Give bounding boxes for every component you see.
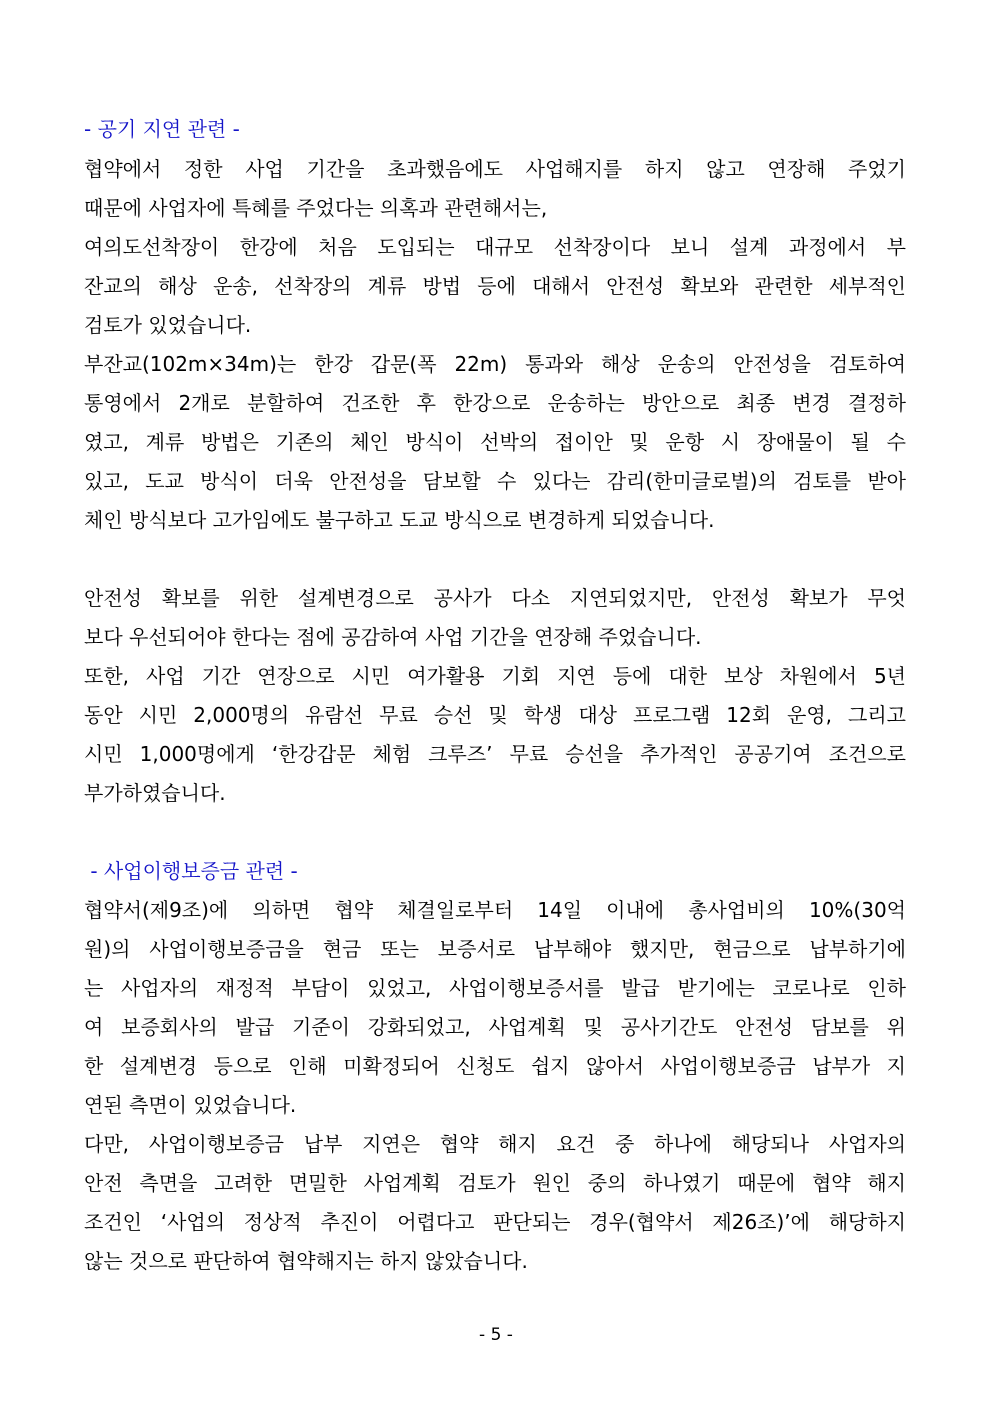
paragraph-line: 연된 측면이 있었습니다. <box>84 1093 297 1117</box>
paragraph-line: 않는 것으로 판단하여 협약해지는 하지 않았습니다. <box>84 1249 528 1273</box>
paragraph-line: 잔교의 해상 운송, 선착장의 계류 방법 등에 대해서 안전성 확보와 관련한 세부적인 <box>84 274 906 298</box>
paragraph-line: 협약에서 정한 사업 기간을 초과했음에도 사업해지를 하지 않고 연장해 주었기 <box>84 157 906 181</box>
paragraph-line: 안전성 확보를 위한 설계변경으로 공사가 다소 지연되었지만, 안전성 확보가 무엇 <box>84 586 906 610</box>
paragraph-line: 다만, 사업이행보증금 납부 지연은 협약 해지 요건 중 하나에 해당되나 사업자의 <box>84 1132 906 1156</box>
paragraph-line: 있고, 도교 방식이 더욱 안전성을 담보할 수 있다는 감리(한미글로벌)의 검토를 받아 <box>84 469 906 493</box>
paragraph-line: 였고, 계류 방법은 기존의 체인 방식이 선박의 접이안 및 운항 시 장애물이 될 수 <box>84 430 906 454</box>
paragraph-line: 한 설계변경 등으로 인해 미확정되어 신청도 쉽지 않아서 사업이행보증금 납부가 지 <box>84 1054 906 1078</box>
paragraph-line: 여의도선착장이 한강에 처음 도입되는 대규모 선착장이다 보니 설계 과정에서 부 <box>84 235 906 259</box>
paragraph-line: 협약서(제9조)에 의하면 협약 체결일로부터 14일 이내에 총사업비의 10%(30억 <box>84 898 906 922</box>
paragraph-line: 안전 측면을 고려한 면밀한 사업계획 검토가 원인 중의 하나였기 때문에 협약 해지 <box>84 1171 906 1195</box>
section-heading-performance-bond: - 사업이행보증금 관련 - <box>84 859 298 883</box>
paragraph-line: 부잔교(102m×34m)는 한강 갑문(폭 22m) 통과와 해상 운송의 안전성을 검토하여 <box>84 352 906 376</box>
paragraph-line: 체인 방식보다 고가임에도 불구하고 도교 방식으로 변경하게 되었습니다. <box>84 508 715 532</box>
paragraph-line: 보다 우선되어야 한다는 점에 공감하여 사업 기간을 연장해 주었습니다. <box>84 625 702 649</box>
paragraph-line: 조건인 ‘사업의 정상적 추진이 어렵다고 판단되는 경우(협약서 제26조)’에 해당하지 <box>84 1210 906 1234</box>
paragraph-line: 시민 1,000명에게 ‘한강갑문 체험 크루즈’ 무료 승선을 추가적인 공공기여 조건으로 <box>84 742 906 766</box>
paragraph-line: 부가하였습니다. <box>84 781 226 805</box>
paragraph-line: 는 사업자의 재정적 부담이 있었고, 사업이행보증서를 발급 받기에는 코로나로 인하 <box>84 976 906 1000</box>
paragraph-line: 때문에 사업자에 특혜를 주었다는 의혹과 관련해서는, <box>84 196 548 220</box>
paragraph-line: 검토가 있었습니다. <box>84 313 252 337</box>
section-heading-schedule-delay: - 공기 지연 관련 - <box>84 117 240 141</box>
paragraph-line: 여 보증회사의 발급 기준이 강화되었고, 사업계획 및 공사기간도 안전성 담보를 위 <box>84 1015 906 1039</box>
page-number: - 5 - <box>479 1325 513 1345</box>
paragraph-line: 동안 시민 2,000명의 유람선 무료 승선 및 학생 대상 프로그램 12회 운영, 그리고 <box>84 703 906 727</box>
paragraph-line: 또한, 사업 기간 연장으로 시민 여가활용 기회 지연 등에 대한 보상 차원에서 5년 <box>84 664 906 688</box>
paragraph-line: 원)의 사업이행보증금을 현금 또는 보증서로 납부해야 했지만, 현금으로 납부하기에 <box>84 937 906 961</box>
paragraph-line: 통영에서 2개로 분할하여 건조한 후 한강으로 운송하는 방안으로 최종 변경 결정하 <box>84 391 906 415</box>
